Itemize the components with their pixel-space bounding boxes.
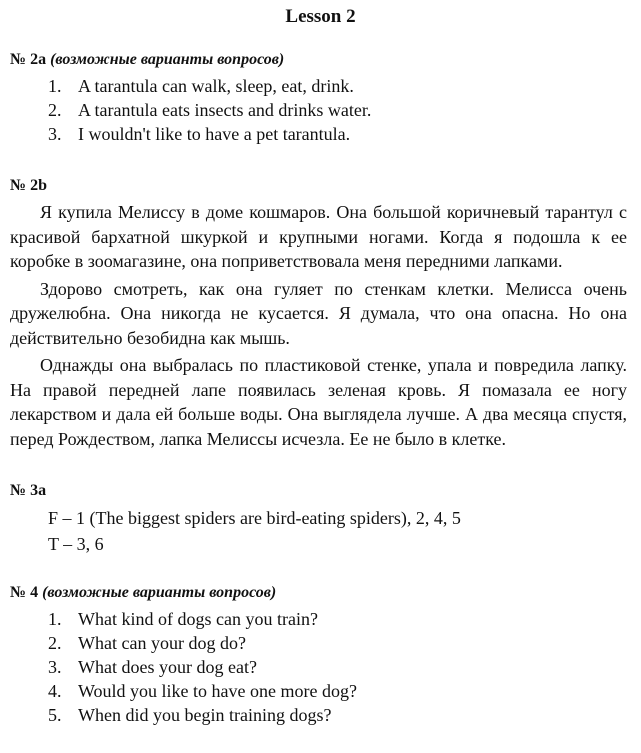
item-text: A tarantula eats insects and drinks water. bbox=[78, 100, 372, 120]
item-number: 1. bbox=[48, 609, 62, 629]
section-number: № 2b bbox=[10, 177, 47, 194]
section-heading bbox=[10, 50, 633, 70]
section-note: (возможные варианты вопросов) bbox=[50, 51, 285, 68]
item-number: 1. bbox=[48, 76, 62, 96]
item-number: 3. bbox=[48, 657, 62, 677]
answer-list bbox=[8, 607, 633, 727]
section-3a bbox=[8, 481, 633, 557]
section-heading bbox=[10, 176, 633, 196]
answer-list bbox=[8, 74, 633, 146]
item-text: When did you begin training dogs? bbox=[78, 705, 332, 725]
section-note: (возможные варианты вопросов) bbox=[42, 584, 277, 601]
item-number: 3. bbox=[48, 124, 62, 144]
paragraph: Я купила Мелиссу в доме кошмаров. Она большой коричневый тарантул с красивой бархатной шкуркой и крупными ногами. Когда я подошла к ее коробке в зоомагазине, она поприветствовала меня передними лапками. bbox=[10, 202, 627, 271]
section-4 bbox=[8, 583, 633, 727]
section-number: № 3a bbox=[10, 482, 47, 499]
section-heading bbox=[10, 583, 633, 603]
section-2a bbox=[8, 50, 633, 146]
list-item bbox=[48, 679, 633, 703]
item-text: A tarantula can walk, sleep, eat, drink. bbox=[78, 76, 354, 96]
list-item bbox=[48, 703, 633, 727]
answer-lines bbox=[8, 505, 633, 557]
page-title: Lesson 2 bbox=[285, 6, 356, 27]
paragraph: Здорово смотреть, как она гуляет по стенкам клетки. Мелисса очень дружелюбна. Она никогда не кусается. Я думала, что она опасна. Но она действительно безобидна как мышь. bbox=[10, 278, 627, 348]
list-item bbox=[48, 98, 633, 122]
item-text: What kind of dogs can you train? bbox=[78, 609, 318, 629]
answer-line: T – 3, 6 bbox=[48, 534, 104, 554]
list-item bbox=[48, 74, 633, 98]
list-item bbox=[48, 631, 633, 655]
item-text: What does your dog eat? bbox=[78, 657, 257, 677]
item-text: Would you like to have one more dog? bbox=[78, 681, 357, 701]
list-item bbox=[48, 122, 633, 146]
item-number: 2. bbox=[48, 633, 62, 653]
item-text: I wouldn't like to have a pet tarantula. bbox=[78, 124, 351, 144]
list-item bbox=[48, 655, 633, 679]
list-item bbox=[48, 607, 633, 631]
paragraph: Однажды она выбралась по пластиковой стенке, упала и повредила лапку. На правой передней лапе появилась зеленая кровь. Я помазала ее ногу лекарством и дала ей больше воды. Она выглядела лучше. А два месяца спустя, перед Рождеством, лапка Мелиссы исчезла. Ее не было в клетке. bbox=[10, 355, 627, 449]
item-number: 2. bbox=[48, 100, 62, 120]
answer-line: F – 1 (The biggest spiders are bird-eating spiders), 2, 4, 5 bbox=[48, 508, 461, 528]
section-number: № 2a bbox=[10, 51, 47, 68]
item-text: What can your dog do? bbox=[78, 633, 246, 653]
section-heading bbox=[10, 481, 633, 501]
item-number: 5. bbox=[48, 705, 62, 725]
section-number: № 4 bbox=[10, 584, 39, 601]
section-2b bbox=[8, 176, 633, 451]
item-number: 4. bbox=[48, 681, 62, 701]
